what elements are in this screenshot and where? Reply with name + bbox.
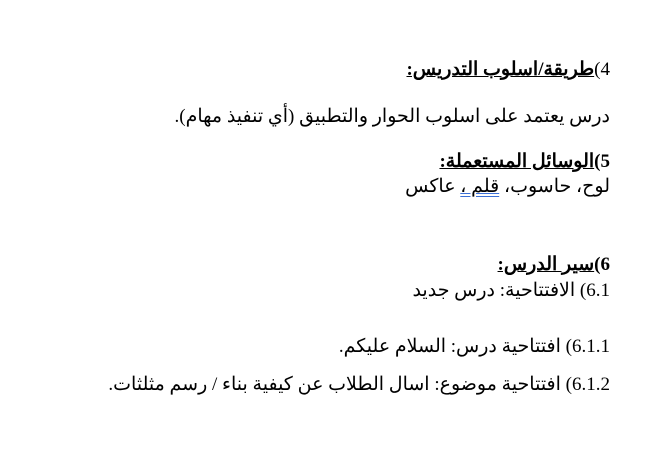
section-5-body — [405, 176, 610, 198]
section-4-title: طريقة/اسلوب التدريس: — [406, 59, 595, 80]
lesson-item-number: 6.1.1) — [565, 336, 610, 357]
lesson-item-text: افتتاحية درس: السلام عليكم. — [338, 336, 561, 357]
tools-underlined-item: قلم ، — [460, 176, 500, 197]
lesson-item — [339, 336, 610, 358]
lesson-item — [108, 374, 610, 396]
lesson-item-text: افتتاحية موضوع: اسال الطلاب عن كيفية بناء / رسم مثلثات. — [108, 374, 561, 395]
section-5-heading — [439, 151, 610, 173]
tools-suffix: عاكس — [405, 176, 456, 197]
lesson-item-number: 6.1) — [579, 280, 610, 301]
section-6-number: 6) — [594, 254, 610, 275]
section-4-heading — [406, 59, 610, 81]
section-4-number: 4) — [594, 59, 610, 80]
section-5-number: 5) — [594, 151, 610, 172]
lesson-item-number: 6.1.2) — [565, 374, 610, 395]
section-6-title: سير الدرس: — [497, 254, 595, 275]
lesson-item-text: الافتتاحية: درس جديد — [412, 280, 576, 301]
section-5-title: الوسائل المستعملة: — [439, 151, 595, 172]
tools-prefix: لوح، حاسوب، — [503, 176, 610, 197]
section-4-body: درس يعتمد على اسلوب الحوار والتطبيق (أي تنفيذ مهام). — [174, 106, 610, 127]
lesson-item — [412, 280, 610, 302]
section-6-heading — [498, 254, 610, 276]
